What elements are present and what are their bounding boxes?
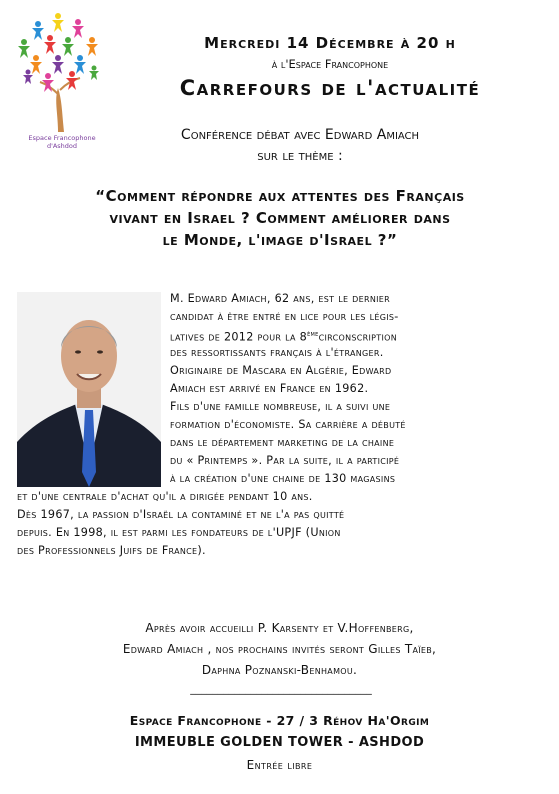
bio-text: formation d'économiste. Sa carrière a débuté xyxy=(170,418,406,431)
event-venue: à l'Espace Francophone xyxy=(271,57,389,71)
upcoming-guests-line: Edward Amiach , nos prochains invités seront Gilles Taïeb, xyxy=(122,642,437,656)
conference-theme-label: sur le thème : xyxy=(257,148,343,164)
event-date: Mercredi 14 Décembre à 20 h xyxy=(204,34,456,52)
bio-text: Originaire de Mascara en Algérie, Edward xyxy=(170,364,392,377)
bio-superscript: ème xyxy=(307,330,319,338)
speaker-photo xyxy=(17,292,161,487)
event-title: Carrefours de l'actualité xyxy=(179,76,481,100)
bio-text: à la création d'une chaine de 130 magasins xyxy=(170,472,396,485)
bio-text-part: latives de 2012 pour la 8 xyxy=(170,330,308,344)
bio-text-part: circonscription xyxy=(318,330,398,344)
bio-text: des ressortissants français à l'étranger. xyxy=(170,346,384,359)
upcoming-guests xyxy=(20,618,539,681)
venue-building: IMMEUBLE GOLDEN TOWER - ASHDOD xyxy=(134,735,425,750)
upcoming-guests-line: Daphna Poznanski-Benhamou. xyxy=(201,663,358,677)
bio-text: depuis. En 1998, il est parmi les fondateurs de l'UPJF (Union xyxy=(17,526,341,539)
bio-text: des Professionnels Juifs de France). xyxy=(17,544,206,557)
logo-caption-line2: d'Ashdod xyxy=(46,142,78,150)
bio-text: M. Edward Amiach, 62 ans, est le dernier xyxy=(170,292,390,305)
conference-theme xyxy=(10,185,550,251)
bio-text: du « Printemps ». Par la suite, il a participé xyxy=(170,454,400,467)
venue-address: Espace Francophone - 27 / 3 Réhov Ha'Orgim xyxy=(129,713,430,728)
separator-line: _________________________________ xyxy=(190,682,372,695)
speaker-portrait xyxy=(17,292,161,487)
bio-text: Dès 1967, la passion d'Israël la contaminé et ne l'a pas quitté xyxy=(17,508,345,521)
logo-graphic xyxy=(14,8,106,133)
upcoming-guests-line: Après avoir accueilli P. Karsenty et V.Hoffenberg, xyxy=(145,621,414,635)
logo-caption-line1: Espace Francophone xyxy=(28,134,96,142)
theme-line: le Monde, l'image d'Israel ?” xyxy=(162,231,398,249)
bio-text: dans le département marketing de la chaine xyxy=(170,436,395,449)
bio-text: et d'une centrale d'achat qu'il a dirigée pendant 10 ans. xyxy=(17,490,313,503)
entry-info: Entrée libre xyxy=(246,758,313,772)
conference-intro: Conférence débat avec Edward Amiach xyxy=(180,127,420,143)
theme-line: “Comment répondre aux attentes des Français xyxy=(95,187,465,205)
logo xyxy=(14,8,106,133)
theme-line: vivant en Israel ? Comment améliorer dans xyxy=(109,209,451,227)
bio-text: Amiach est arrivé en France en 1962. xyxy=(170,382,369,395)
bio-text: candidat à être entré en lice pour les légis- xyxy=(170,310,399,323)
bio-text: Fils d'une famille nombreuse, il a suivi une xyxy=(170,400,391,413)
